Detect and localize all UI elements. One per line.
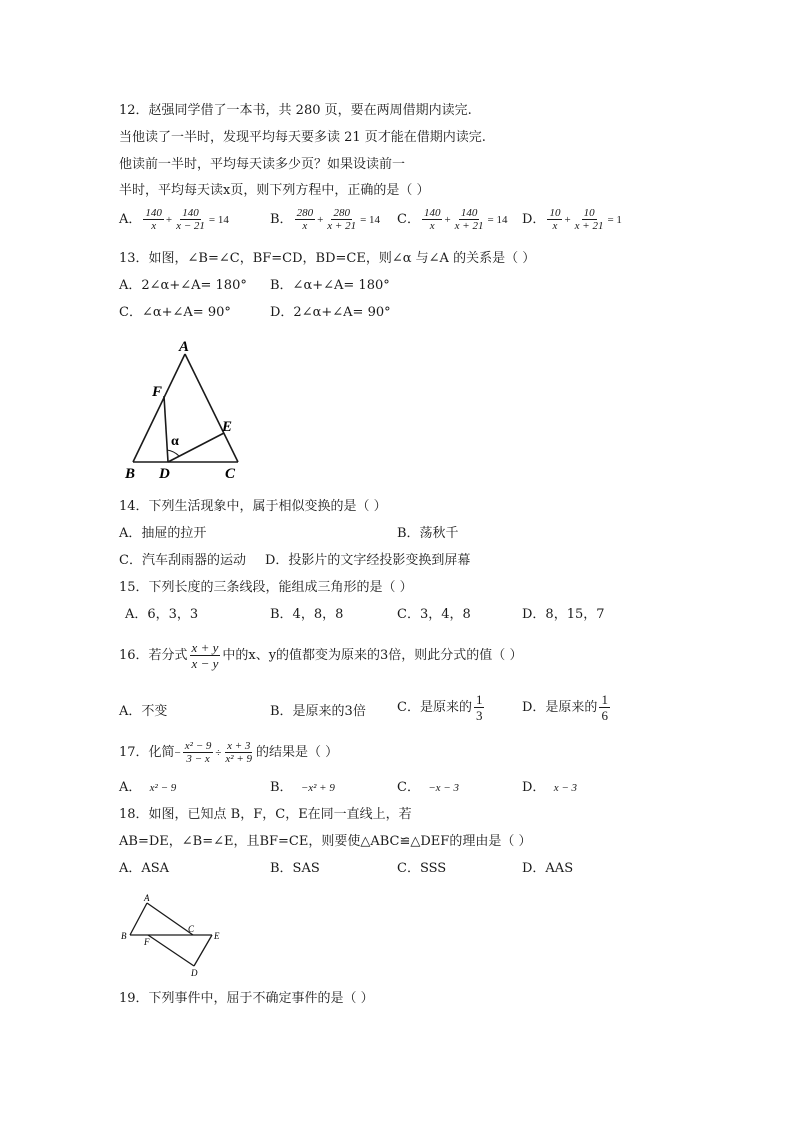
label-d: D xyxy=(191,968,198,978)
q12-option-a: A． $\frac{140}{x}$ + $\frac{140}{x - 21}$ = 14 xyxy=(119,207,229,232)
q12-stem-line-2: 当他读了一半时，发现平均每天要多读 21 页才能在借期内读完. xyxy=(119,130,486,145)
label-alpha: α xyxy=(171,434,179,449)
q16-option-a: A．不变 xyxy=(119,704,168,719)
q12-option-d: D． $\frac{10}{x}$ + $\frac{10}{x + 21}$ = 1 xyxy=(522,207,622,232)
q18-option-a: A．ASA xyxy=(119,861,170,876)
q17-option-a: A． x² − 9 xyxy=(119,780,177,795)
q12-option-b: B． $\frac{280}{x}$ + $\frac{280}{x + 21}$ = 14 xyxy=(270,207,381,232)
q15-option-a: A．6，3，3 xyxy=(125,607,199,622)
q17-option-d: D． x − 3 xyxy=(522,780,578,795)
label-f: F xyxy=(152,384,163,400)
label-c: C xyxy=(188,924,195,934)
q18-option-b: B．SAS xyxy=(270,861,320,876)
q12-stem-line-3: 他读前一半时，平均每天读多少页？如果设读前一 xyxy=(119,157,406,172)
q15-option-b: B．4，8，8 xyxy=(270,607,344,622)
label-d: D xyxy=(159,466,170,482)
q15-stem: 15．下列长度的三条线段，能组成三角形的是（ ） xyxy=(119,580,413,595)
q13-option-b: B．∠α+∠A= 180° xyxy=(270,278,390,293)
q14-option-a: A．抽屉的拉开 xyxy=(119,526,207,541)
q17-option-c: C． −x − 3 xyxy=(397,780,459,795)
label-a: A xyxy=(179,339,190,355)
label-e: E xyxy=(222,419,233,435)
segment-de xyxy=(194,935,212,966)
label-a: A xyxy=(144,893,150,903)
q13-stem: 13．如图，∠B=∠C，BF=CD，BD=CE，则∠α 与∠A 的关系是（ ） xyxy=(119,251,536,266)
q15-option-d: D．8，15，7 xyxy=(522,607,605,622)
segment-ac xyxy=(147,903,193,935)
q18-congruent-triangles-figure xyxy=(118,890,228,980)
label-e: E xyxy=(214,931,220,941)
q14-option-c: C．汽车刮雨器的运动 xyxy=(119,553,246,568)
label-b: B xyxy=(121,931,127,941)
q13-option-c: C．∠α+∠A= 90° xyxy=(119,305,231,320)
q12-option-c: C． $\frac{140}{x}$ + $\frac{140}{x + 21}$ = 14 xyxy=(397,207,508,232)
q14-option-d: D．投影片的文字经投影变换到屏幕 xyxy=(265,553,471,568)
q18-stem-line-1: 18．如图，已知点 B，F，C，E在同一直线上，若 xyxy=(119,807,412,822)
angle-alpha-arc xyxy=(167,450,179,456)
q16-option-d: D．是原来的 $\frac{1}{6}$ xyxy=(522,692,608,723)
label-f: F xyxy=(144,937,150,947)
q13-triangle-figure xyxy=(118,334,248,484)
q12-stem-line-1: 12．赵强同学借了一本书，共 280 页，要在两周借期内读完. xyxy=(119,103,472,118)
q14-stem: 14．下列生活现象中，属于相似变换的是（ ） xyxy=(119,499,387,514)
q15-option-c: C．3，4，8 xyxy=(397,607,471,622)
label-c: C xyxy=(225,466,236,482)
segment-ac xyxy=(185,354,238,462)
q17-option-b: B． −x² + 9 xyxy=(270,780,335,795)
segment-ab xyxy=(130,903,147,935)
segment-fd xyxy=(164,396,168,462)
q18-option-c: C．SSS xyxy=(397,861,447,876)
q16-option-b: B．是原来的3倍 xyxy=(270,704,366,719)
segment-fd xyxy=(148,935,194,966)
q18-stem-line-2: AB=DE，∠B=∠E，且BF=CE，则要使△ABC≌△DEF的理由是（ ） xyxy=(119,834,532,849)
q18-option-d: D．AAS xyxy=(522,861,574,876)
q16-option-c: C．是原来的 $\frac{1}{3}$ xyxy=(397,692,483,723)
q17-stem: 17．化简− $\frac{\text{x² − 9}}{3 - x}$ ÷ $\frac{x + 3}{\text{x² + 9}}$ 的结果是（ ） xyxy=(119,740,339,765)
q13-option-d: D．2∠α+∠A= 90° xyxy=(270,305,391,320)
q19-stem: 19．下列事件中，屈于不确定事件的是（ ） xyxy=(119,991,374,1006)
q14-option-b: B．荡秋千 xyxy=(397,526,459,541)
q16-stem: 16．若分式 $\frac{x + y}{x - y}$ 中的x、y的值都变为原来的3倍，则此分式的值（ ） xyxy=(119,640,523,671)
label-b: B xyxy=(125,466,136,482)
q12-stem-line-4: 半时，平均每天读x页，则下列方程中，正确的是（ ） xyxy=(119,183,430,198)
q13-option-a: A．2∠α+∠A= 180° xyxy=(119,278,247,293)
